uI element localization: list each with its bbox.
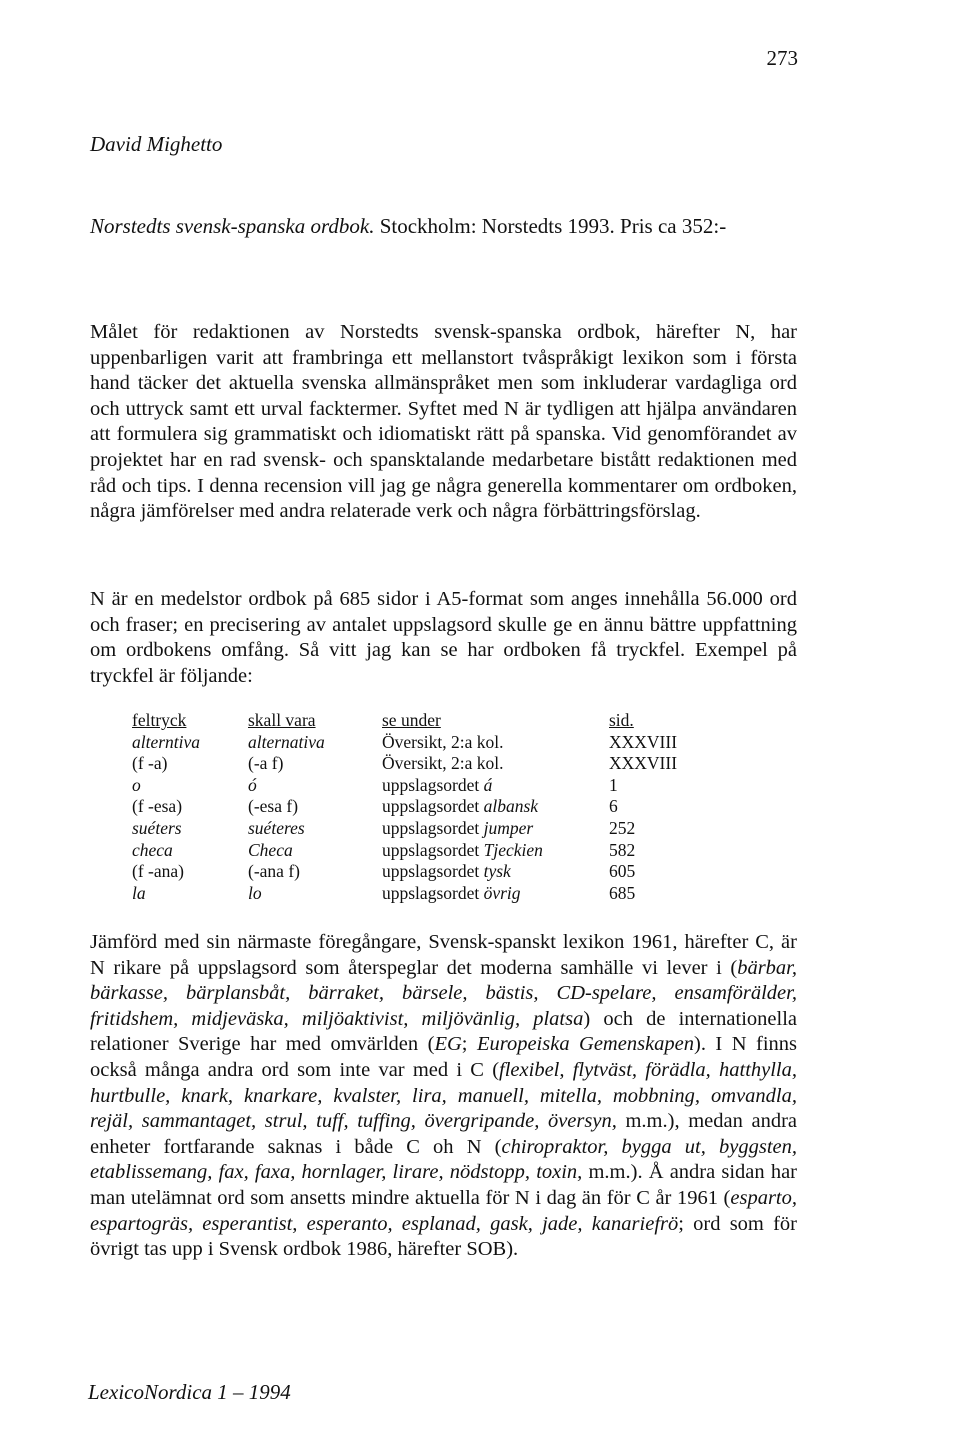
errata-wrong: o <box>132 774 141 795</box>
errata-wrong: (f -ana) <box>132 861 184 882</box>
errata-wrong: suéters <box>132 817 182 838</box>
p3-text: m.m.), medan andra enheter fortfarande saknas i både C oh N ( <box>90 1110 797 1158</box>
p3-examples: Europeiska Gemenskapen <box>476 1033 695 1056</box>
errata-ref-word: tysk <box>483 861 511 882</box>
errata-ref-word: jumper <box>483 817 534 838</box>
errata-wrong: checa <box>132 839 173 860</box>
errata-ref <box>382 775 609 797</box>
errata-page: 582 <box>609 839 636 860</box>
errata-ref-text: uppslagsordet <box>382 796 484 817</box>
errata-right: (-ana f) <box>248 861 300 882</box>
p3-text: m.m.). Å andra sidan har man utelämnat ord som ansetts mindre aktuella för N i dag än för C år 1961 ( <box>90 1161 797 1209</box>
errata-ref <box>382 753 609 775</box>
errata-ref-text: uppslagsordet <box>382 861 484 882</box>
p3-examples: esparto, espartogräs, esperantist, esperanto, esplanad, gask, jade, kanariefrö <box>90 1186 797 1235</box>
errata-ref-word: övrig <box>483 882 521 903</box>
errata-ref <box>382 840 609 862</box>
errata-ref <box>382 818 609 840</box>
errata-ref-word: Tjeckien <box>483 839 543 860</box>
errata-row <box>132 840 719 862</box>
journal-footer: LexicoNordica 1 – 1994 <box>88 1380 291 1404</box>
errata-page: 605 <box>609 861 636 882</box>
errata-ref-text: Översikt, 2:a kol. <box>382 731 504 752</box>
errata-row <box>132 818 719 840</box>
errata-ref <box>382 796 609 818</box>
p3-text: ) och de internationella relationer Sverige har med omvärlden ( <box>90 1007 798 1056</box>
p3-examples: bärbar, bärkasse, bärplansbåt, bärraket, bärsele, bästis, CD-spelare, ensamförälder, fritidshem, midjeväska, miljöaktivist, miljövänlig, platsa <box>90 956 797 1030</box>
errata-ref-text: Översikt, 2:a kol. <box>382 753 504 774</box>
errata-ref <box>382 861 609 883</box>
errata-page: 685 <box>609 882 636 903</box>
errata-ref <box>382 732 609 754</box>
errata-ref-text: uppslagsordet <box>382 817 484 838</box>
errata-right: suéteres <box>248 817 305 838</box>
errata-right: ó <box>248 774 257 795</box>
errata-row <box>132 883 719 905</box>
page-number: 273 <box>766 46 798 70</box>
p3-examples: EG <box>434 1033 462 1056</box>
errata-page: 1 <box>609 774 618 795</box>
errata-wrong: la <box>132 882 146 903</box>
errata-header-right: skall vara <box>248 710 316 730</box>
errata-header-wrong: feltryck <box>132 710 187 730</box>
paragraph-3 <box>90 930 797 1263</box>
errata-ref-text: uppslagsordet <box>382 882 484 903</box>
errata-header-ref: se under <box>382 710 441 730</box>
p3-text: Jämförd med sin närmaste föregångare, Svensk-spanskt lexikon 1961, härefter C, är N rikare på uppslagsord som återspeglar det moderna samhälle vi lever i ( <box>90 931 797 979</box>
review-author: David Mighetto <box>90 132 223 156</box>
errata-page: 252 <box>609 817 636 838</box>
errata-page: XXXVIII <box>609 731 678 752</box>
errata-wrong: (f -esa) <box>132 796 183 817</box>
errata-ref-text: uppslagsordet <box>382 839 484 860</box>
errata-row <box>132 753 719 775</box>
errata-wrong: (f -a) <box>132 753 168 774</box>
errata-page: XXXVIII <box>609 753 678 774</box>
p3-text: ; ord som för övrigt tas upp i Svensk ordbok 1986, härefter SOB). <box>90 1212 797 1261</box>
errata-row <box>132 732 719 754</box>
errata-wrong: alterntiva <box>132 731 201 752</box>
errata-row <box>132 775 719 797</box>
errata-ref-word: albansk <box>483 796 539 817</box>
errata-row <box>132 796 719 818</box>
errata-right: alternativa <box>248 731 325 752</box>
p3-examples: chiropraktor, bygga ut, byggsten, etablissemang, fax, faxa, hornlager, lirare, nödstopp, toxin, <box>90 1135 798 1184</box>
publisher-info: Stockholm: Norstedts 1993. Pris ca 352:- <box>374 214 727 238</box>
errata-header-page: sid. <box>609 710 634 730</box>
errata-ref-word: á <box>483 774 493 795</box>
errata-right: lo <box>248 882 262 903</box>
p3-text: ; <box>461 1033 477 1056</box>
paragraph-1: Målet för redaktionen av Norstedts svensk-spanska ordbok, härefter N, har uppenbarligen varit att frambringa ett mellanstort tvåspråkigt lexikon som i första hand täcker det aktuella svenska allmänspråket men som inkluderar vardagliga ord och uttryck samt ett urval facktermer. Syftet med N är tydligen att hjälpa användaren att formulera sig grammatiskt och idiomatiskt rätt på spanska. Vid genomförandet av projektet har en rad svensk- och spansktalande medarbetare bistått redaktionen med råd och tips. I denna recension vill jag ge några generella kommentarer om ordboken, några jämförelser med andra relaterade verk och några förbättringsförslag. <box>90 321 797 523</box>
p3-examples: flexibel, flytväst, förädla, hatthylla, hurtbulle, knark, knarkare, kvalster, lira, manuell, mitella, mobbning, omvandla, rejäl, sammantaget, strul, tuff, tuffing, övergripande, översyn, <box>90 1058 797 1133</box>
p3-text: ). I N finns också många andra ord som inte var med i C ( <box>90 1033 797 1081</box>
errata-right: (-a f) <box>248 753 284 774</box>
errata-header-row <box>132 710 719 732</box>
errata-table <box>132 710 719 904</box>
errata-ref-text: uppslagsordet <box>382 774 484 795</box>
errata-row <box>132 861 719 883</box>
errata-page: 6 <box>609 796 618 817</box>
book-title: Norstedts svensk-spanska ordbok. <box>90 214 375 238</box>
paragraph-2: N är en medelstor ordbok på 685 sidor i A5-format som anges innehålla 56.000 ord och fraser; en precisering av antalet uppslagsord skulle ge en ännu bättre uppfattning om ordbokens omfång. Så vitt jag kan se har ordboken få tryckfel. Exempel på tryckfel är följande: <box>90 588 797 687</box>
errata-ref <box>382 883 609 905</box>
reviewed-work <box>90 212 800 240</box>
errata-right: Checa <box>248 839 293 860</box>
errata-right: (-esa f) <box>248 796 299 817</box>
